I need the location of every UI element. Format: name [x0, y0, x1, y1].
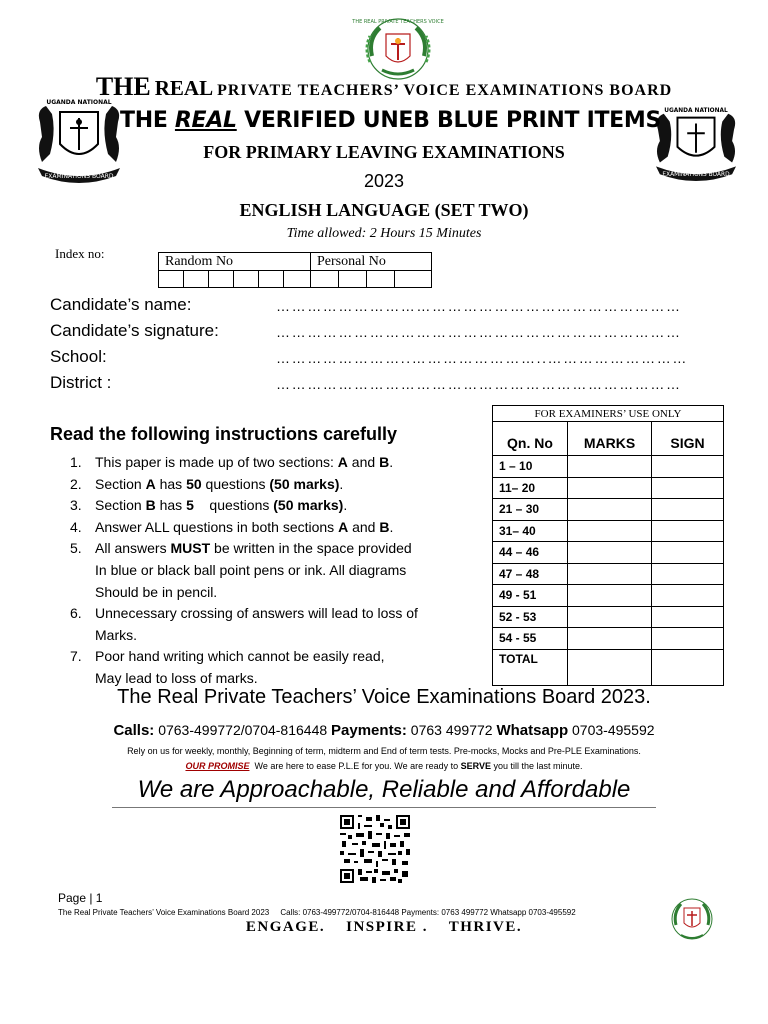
svg-text:THE REAL PRIVATE TEACHERS VOIC: THE REAL PRIVATE TEACHERS VOICE [352, 19, 444, 25]
sign-cell[interactable] [652, 585, 724, 607]
verified-title-rest: VERIFIED UNEB BLUE PRINT ITEMS [244, 108, 662, 133]
table-row [493, 520, 724, 542]
candidate-signature-label: Candidate’s signature: [50, 321, 219, 340]
instruction-text: and [348, 518, 380, 535]
table-row [493, 542, 724, 564]
instruction-text: has [155, 497, 187, 514]
school-field[interactable]: ……………………..……………………..……………………… [276, 350, 688, 366]
total-row [493, 649, 724, 685]
instruction-bold: A [337, 454, 348, 470]
instruction-item [70, 452, 470, 474]
question-range: 47 – 48 [493, 563, 568, 585]
verified-title [120, 108, 662, 133]
table-row [493, 606, 724, 628]
total-marks-cell[interactable] [568, 649, 652, 685]
question-range: 49 - 51 [493, 585, 568, 607]
index-digit-cell[interactable] [367, 271, 395, 288]
calls-label: Calls: [113, 722, 155, 739]
index-digit-cell[interactable] [184, 271, 209, 288]
instruction-text: Unnecessary crossing of answers will lead to loss of [95, 605, 418, 622]
instruction-bold: (50 marks) [269, 475, 340, 492]
marks-cell[interactable] [568, 563, 652, 585]
sign-cell[interactable] [652, 563, 724, 585]
payments-label: Payments: [331, 722, 407, 739]
marks-cell[interactable] [568, 520, 652, 542]
candidate-name-field[interactable]: …………………………………………………………………… [276, 298, 682, 314]
column-header-marks: MARKS [568, 422, 652, 456]
instruction-text: May lead to loss of marks. [95, 669, 258, 686]
marks-cell[interactable] [568, 585, 652, 607]
column-header-qn: Qn. No [493, 422, 568, 456]
random-no-header: Random No [159, 253, 311, 271]
contact-line [0, 722, 768, 739]
question-range: 31– 40 [493, 520, 568, 542]
table-row [493, 456, 724, 478]
motto: ENGAGE. INSPIRE . THRIVE. [245, 919, 523, 935]
school-crest-logo-bottom-icon [668, 893, 716, 945]
marks-cell[interactable] [568, 499, 652, 521]
sign-cell[interactable] [652, 606, 724, 628]
instruction-number: 5. [70, 540, 82, 557]
instruction-text: Should be in pencil. [95, 583, 218, 600]
instruction-item [70, 495, 470, 517]
time-allowed: Time allowed: 2 Hours 15 Minutes [286, 226, 482, 241]
slogan-divider [112, 807, 656, 808]
svg-text:EXAMINATIONS BOARD: EXAMINATIONS BOARD [662, 172, 730, 179]
sign-cell[interactable] [652, 628, 724, 650]
exam-year: 2023 [363, 171, 405, 191]
instructions-heading: Read the following instructions carefully [50, 424, 398, 444]
promise-label: OUR PROMISE [185, 761, 250, 771]
district-label: District : [50, 373, 112, 392]
instruction-text: questions [201, 475, 270, 492]
instruction-text: . [343, 497, 348, 514]
marks-cell[interactable] [568, 606, 652, 628]
candidate-signature-field[interactable]: …………………………………………………………………… [276, 324, 682, 340]
marks-cell[interactable] [568, 542, 652, 564]
subject-title: ENGLISH LANGUAGE (SET TWO) [239, 200, 529, 220]
promise-text: you till the last minute. [490, 761, 583, 771]
rely-line: Rely on us for weekly, monthly, Beginning of term, midterm and End of term tests. Pre-mocks, Mocks and Pre-PLE Examinations. [127, 746, 641, 756]
question-range: 44 – 46 [493, 542, 568, 564]
instruction-bold: B [379, 518, 390, 535]
instruction-item [70, 474, 470, 496]
question-range: 11– 20 [493, 477, 568, 499]
index-digit-cell[interactable] [311, 271, 339, 288]
instruction-text: and [347, 454, 380, 470]
instruction-text: be written in the space provided [210, 540, 412, 557]
marks-cell[interactable] [568, 628, 652, 650]
instruction-item [70, 538, 470, 603]
instruction-text: Section [95, 475, 146, 492]
index-digit-cell[interactable] [339, 271, 367, 288]
table-row [493, 563, 724, 585]
svg-text:UGANDA NATIONAL: UGANDA NATIONAL [46, 99, 112, 106]
sign-cell[interactable] [652, 499, 724, 521]
svg-text:EXAMINATIONS BOARD: EXAMINATIONS BOARD [44, 173, 114, 180]
personal-no-header: Personal No [311, 253, 431, 271]
verified-title-prefix: THE [120, 108, 168, 133]
index-digit-cell[interactable] [159, 271, 184, 288]
board-footer-title: The Real Private Teachers’ Voice Examinations Board 2023. [117, 686, 651, 708]
instruction-bold: 5 [186, 497, 194, 514]
instruction-text: All answers [95, 540, 171, 557]
instruction-bold: B [145, 497, 156, 514]
whatsapp-number: 0703-495592 [572, 722, 655, 738]
index-no-label: Index no: [55, 246, 105, 261]
marks-cell[interactable] [568, 456, 652, 478]
instruction-item [70, 603, 470, 646]
marks-cell[interactable] [568, 477, 652, 499]
page-number: Page | 1 [58, 891, 103, 905]
table-row [493, 628, 724, 650]
sign-cell[interactable] [652, 477, 724, 499]
instruction-text: . [339, 475, 344, 492]
instruction-bold: A [338, 518, 349, 535]
exam-type-title: FOR PRIMARY LEAVING EXAMINATIONS [203, 142, 565, 162]
index-digit-cell[interactable] [259, 271, 284, 288]
table-row [493, 499, 724, 521]
slogan: We are Approachable, Reliable and Affordable [137, 776, 631, 803]
instruction-bold: A [145, 475, 156, 492]
instruction-number: 1. [70, 454, 82, 470]
instruction-text: questions [193, 497, 274, 514]
instruction-bold: B [379, 454, 390, 470]
calls-numbers: 0763-499772/0704-816448 [158, 722, 328, 738]
instruction-text: Poor hand writing which cannot be easily read, [95, 648, 385, 665]
board-title-rest: PRIVATE TEACHERS’ VOICE EXAMINATIONS BOARD [217, 82, 673, 99]
candidate-name-label: Candidate’s name: [50, 295, 192, 314]
instruction-text: This paper is made up of two sections: [95, 454, 338, 470]
page-footer-text: The Real Private Teachers’ Voice Examinations Board 2023 Calls: 0763-499772/0704-816448 Payments: 0763 499772 Whatsapp 0703-495592 [58, 908, 576, 917]
question-range: 52 - 53 [493, 606, 568, 628]
board-title [0, 72, 768, 102]
instruction-text: has [155, 475, 187, 492]
question-range: 1 – 10 [493, 456, 568, 478]
total-sign-cell[interactable] [652, 649, 724, 685]
instruction-item [70, 646, 470, 689]
school-label: School: [50, 347, 107, 366]
district-field[interactable]: …………………………………………………………………… [276, 376, 682, 392]
board-title-real: REAL [154, 76, 214, 100]
instruction-number: 4. [70, 518, 82, 535]
instruction-bold: 50 [186, 475, 202, 492]
instruction-text: . [389, 454, 394, 470]
sign-cell[interactable] [652, 456, 724, 478]
instruction-item [70, 517, 470, 539]
instruction-text: . [389, 518, 394, 535]
instruction-text: In blue or black ball point pens or ink. All diagrams [95, 561, 407, 578]
index-digit-cell[interactable] [209, 271, 234, 288]
index-number-box[interactable] [158, 252, 432, 288]
total-label: TOTAL [493, 649, 568, 685]
instruction-text: Section [95, 497, 146, 514]
table-row [493, 585, 724, 607]
index-digit-cell[interactable] [284, 271, 311, 288]
promise-line [0, 761, 768, 771]
instruction-number: 2. [70, 475, 82, 492]
sign-cell[interactable] [652, 542, 724, 564]
examiners-table-caption: FOR EXAMINERS’ USE ONLY [493, 406, 724, 422]
index-digit-cell[interactable] [395, 271, 431, 288]
instruction-number: 7. [70, 648, 82, 665]
verified-title-real: REAL [174, 108, 237, 133]
table-row [493, 477, 724, 499]
question-range: 21 – 30 [493, 499, 568, 521]
promise-serve: SERVE [460, 761, 491, 771]
column-header-sign: SIGN [652, 422, 724, 456]
svg-text:UGANDA NATIONAL: UGANDA NATIONAL [664, 107, 728, 114]
qr-code-icon [340, 815, 410, 883]
instruction-bold: (50 marks) [273, 497, 344, 514]
index-digit-cell[interactable] [234, 271, 259, 288]
instruction-number: 6. [70, 605, 82, 622]
promise-text: We are here to ease P.L.E for you. We are ready to [249, 761, 461, 771]
instructions-list [70, 452, 470, 690]
board-title-the: THE [95, 72, 151, 101]
sign-cell[interactable] [652, 520, 724, 542]
whatsapp-label: Whatsapp [496, 722, 569, 739]
instruction-text: Marks. [95, 626, 137, 643]
payments-number: 0763 499772 [410, 722, 493, 738]
instruction-bold: MUST [170, 540, 211, 557]
question-range: 54 - 55 [493, 628, 568, 650]
instruction-text: Answer ALL questions in both sections [95, 518, 339, 535]
instruction-number: 3. [70, 497, 82, 514]
examiners-table [492, 405, 724, 686]
